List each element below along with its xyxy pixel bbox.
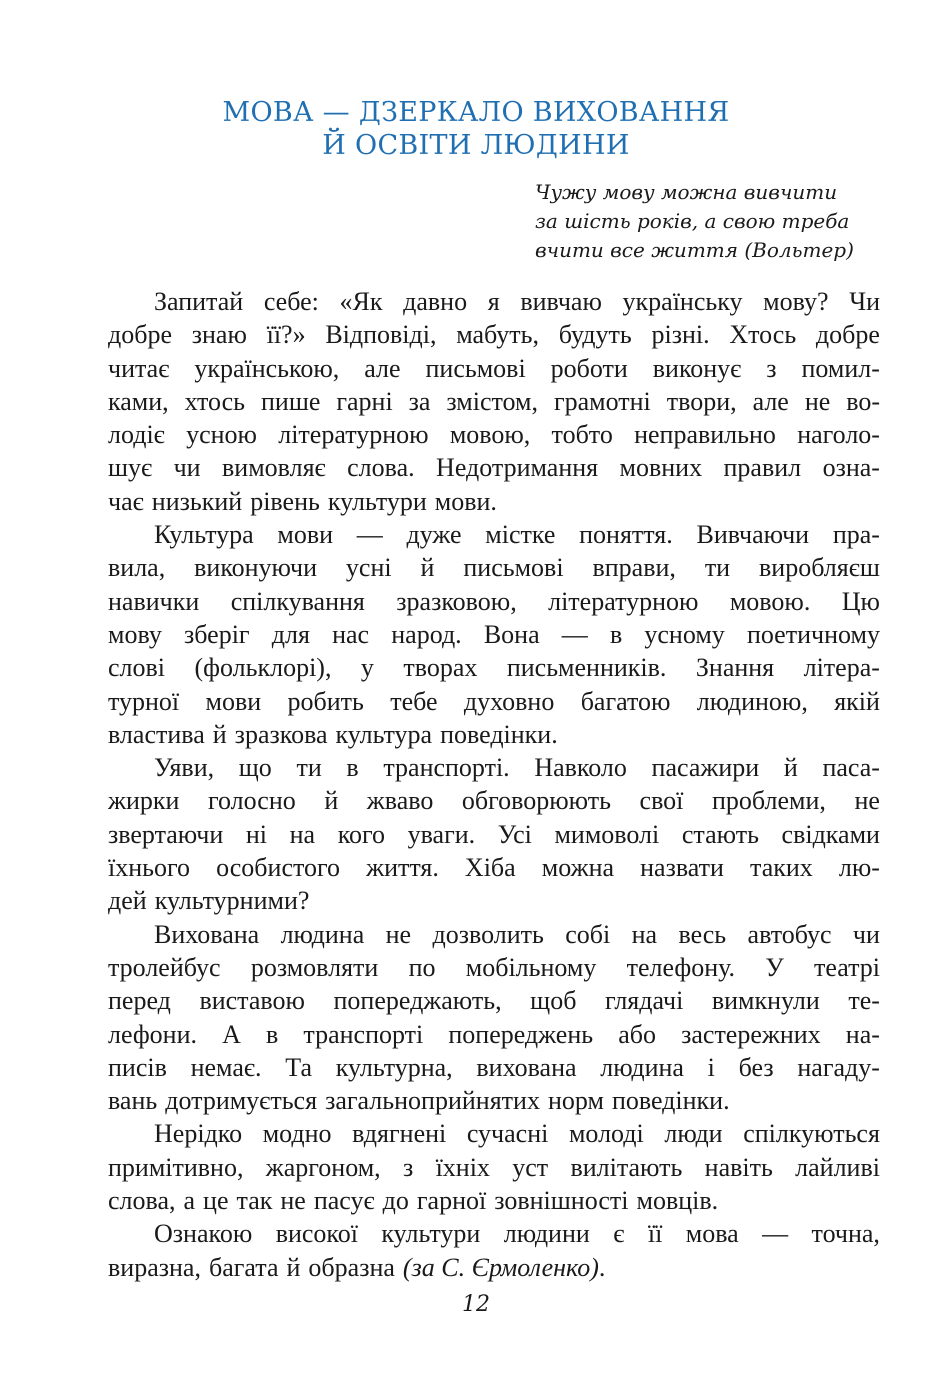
epigraph-line-3: вчити все життя (Вольтер) — [535, 238, 854, 262]
text-line: Уяви, що ти в транспорті. Навколо пасажири й паса- — [154, 753, 880, 783]
text-line: чає низький рівень культури мови. — [108, 486, 497, 516]
text-line: навички спілкування зразковою, літературною мовою. Цю — [108, 586, 880, 616]
body-text — [108, 285, 880, 1284]
text-line: Культура мови — дуже містке поняття. Вивчаючи пра- — [154, 520, 880, 550]
text-line: Вихована людина не дозволить собі на весь автобус чи — [154, 919, 880, 949]
paragraph — [108, 751, 880, 917]
text-line: Запитай себе: «Як давно я вивчаю українську мову? Чи — [154, 287, 880, 316]
text-line: властива й зразкова культура поведінки. — [108, 719, 558, 749]
text-line: тролейбус розмовляти по мобільному телефону. У театрі — [108, 952, 880, 982]
text-line: дей культурними? — [108, 886, 310, 916]
text-line: примітивно, жаргоном, з їхніх уст вилітають навіть лайливі — [108, 1152, 880, 1182]
title-line-1: МОВА — ДЗЕРКАЛО ВИХОВАННЯ — [222, 97, 730, 128]
text-line: слова, а це так не пасує до гарної зовнішності мовців. — [108, 1186, 719, 1216]
text-line: звертаючи ні на кого уваги. Усі мимоволі стають свідками — [108, 819, 880, 849]
paragraph — [108, 1217, 880, 1284]
text-line: шує чи вимовляє слова. Недотримання мовних правил озна- — [108, 453, 880, 483]
paragraph — [108, 918, 880, 1118]
text-line: лефони. А в транспорті попереджень або застережних на- — [108, 1019, 880, 1049]
title-line-2: Й ОСВІТИ ЛЮДИНИ — [322, 130, 630, 161]
epigraph — [535, 178, 905, 265]
text-line: вила, виконуючи усні й письмові вправи, ти виробляєш — [108, 553, 880, 583]
text-line: лодіє усною літературною мовою, тобто неправильно наголо- — [108, 420, 880, 450]
epigraph-line-1: Чужу мову можна вивчити — [535, 180, 838, 204]
text-line: читає українською, але письмові роботи виконує з помил- — [108, 353, 880, 383]
paragraph — [108, 285, 880, 518]
text-line: перед виставою попереджають, щоб глядачі вимкнули те- — [108, 986, 880, 1016]
text-line: писів немає. Та культурна, вихована людина і без нагаду- — [108, 1052, 880, 1082]
paragraph — [108, 1117, 880, 1217]
sentence-end: . — [598, 1252, 606, 1282]
text-line: турної мови робить тебе духовно багатою людиною, якій — [108, 686, 880, 716]
text-line: ками, хтось пише гарні за змістом, грамотні твори, але не во- — [108, 386, 880, 416]
text-line: жирки голосно й жваво обговорюють свої проблеми, не — [108, 786, 880, 816]
text-line: виразна, багата й образна (за С. Єрмоленко) . — [108, 1251, 880, 1284]
page-number: 12 — [462, 1292, 490, 1317]
epigraph-line-2: за шість років, а свою треба — [535, 209, 850, 233]
paragraph — [108, 518, 880, 751]
source-citation: (за С. Єрмоленко) — [402, 1252, 599, 1282]
section-title — [0, 96, 952, 162]
text-line: слові (фольклорі), у творах письменників. Знання літера- — [108, 653, 880, 683]
text-line: Нерідко модно вдягнені сучасні молоді люди спілкуються — [154, 1119, 880, 1149]
text-line: добре знаю її?» Відповіді, мабуть, будуть різні. Хтось добре — [108, 320, 880, 350]
text-line: вань дотримується загальноприйнятих норм поведінки. — [108, 1086, 730, 1116]
text-line: мову зберіг для нас народ. Вона — в усному поетичному — [108, 619, 880, 649]
text-line: їхнього особистого життя. Хіба можна назвати таких лю- — [108, 853, 880, 883]
text-line: Ознакою високої культури людини є її мова — точна, — [154, 1219, 880, 1249]
